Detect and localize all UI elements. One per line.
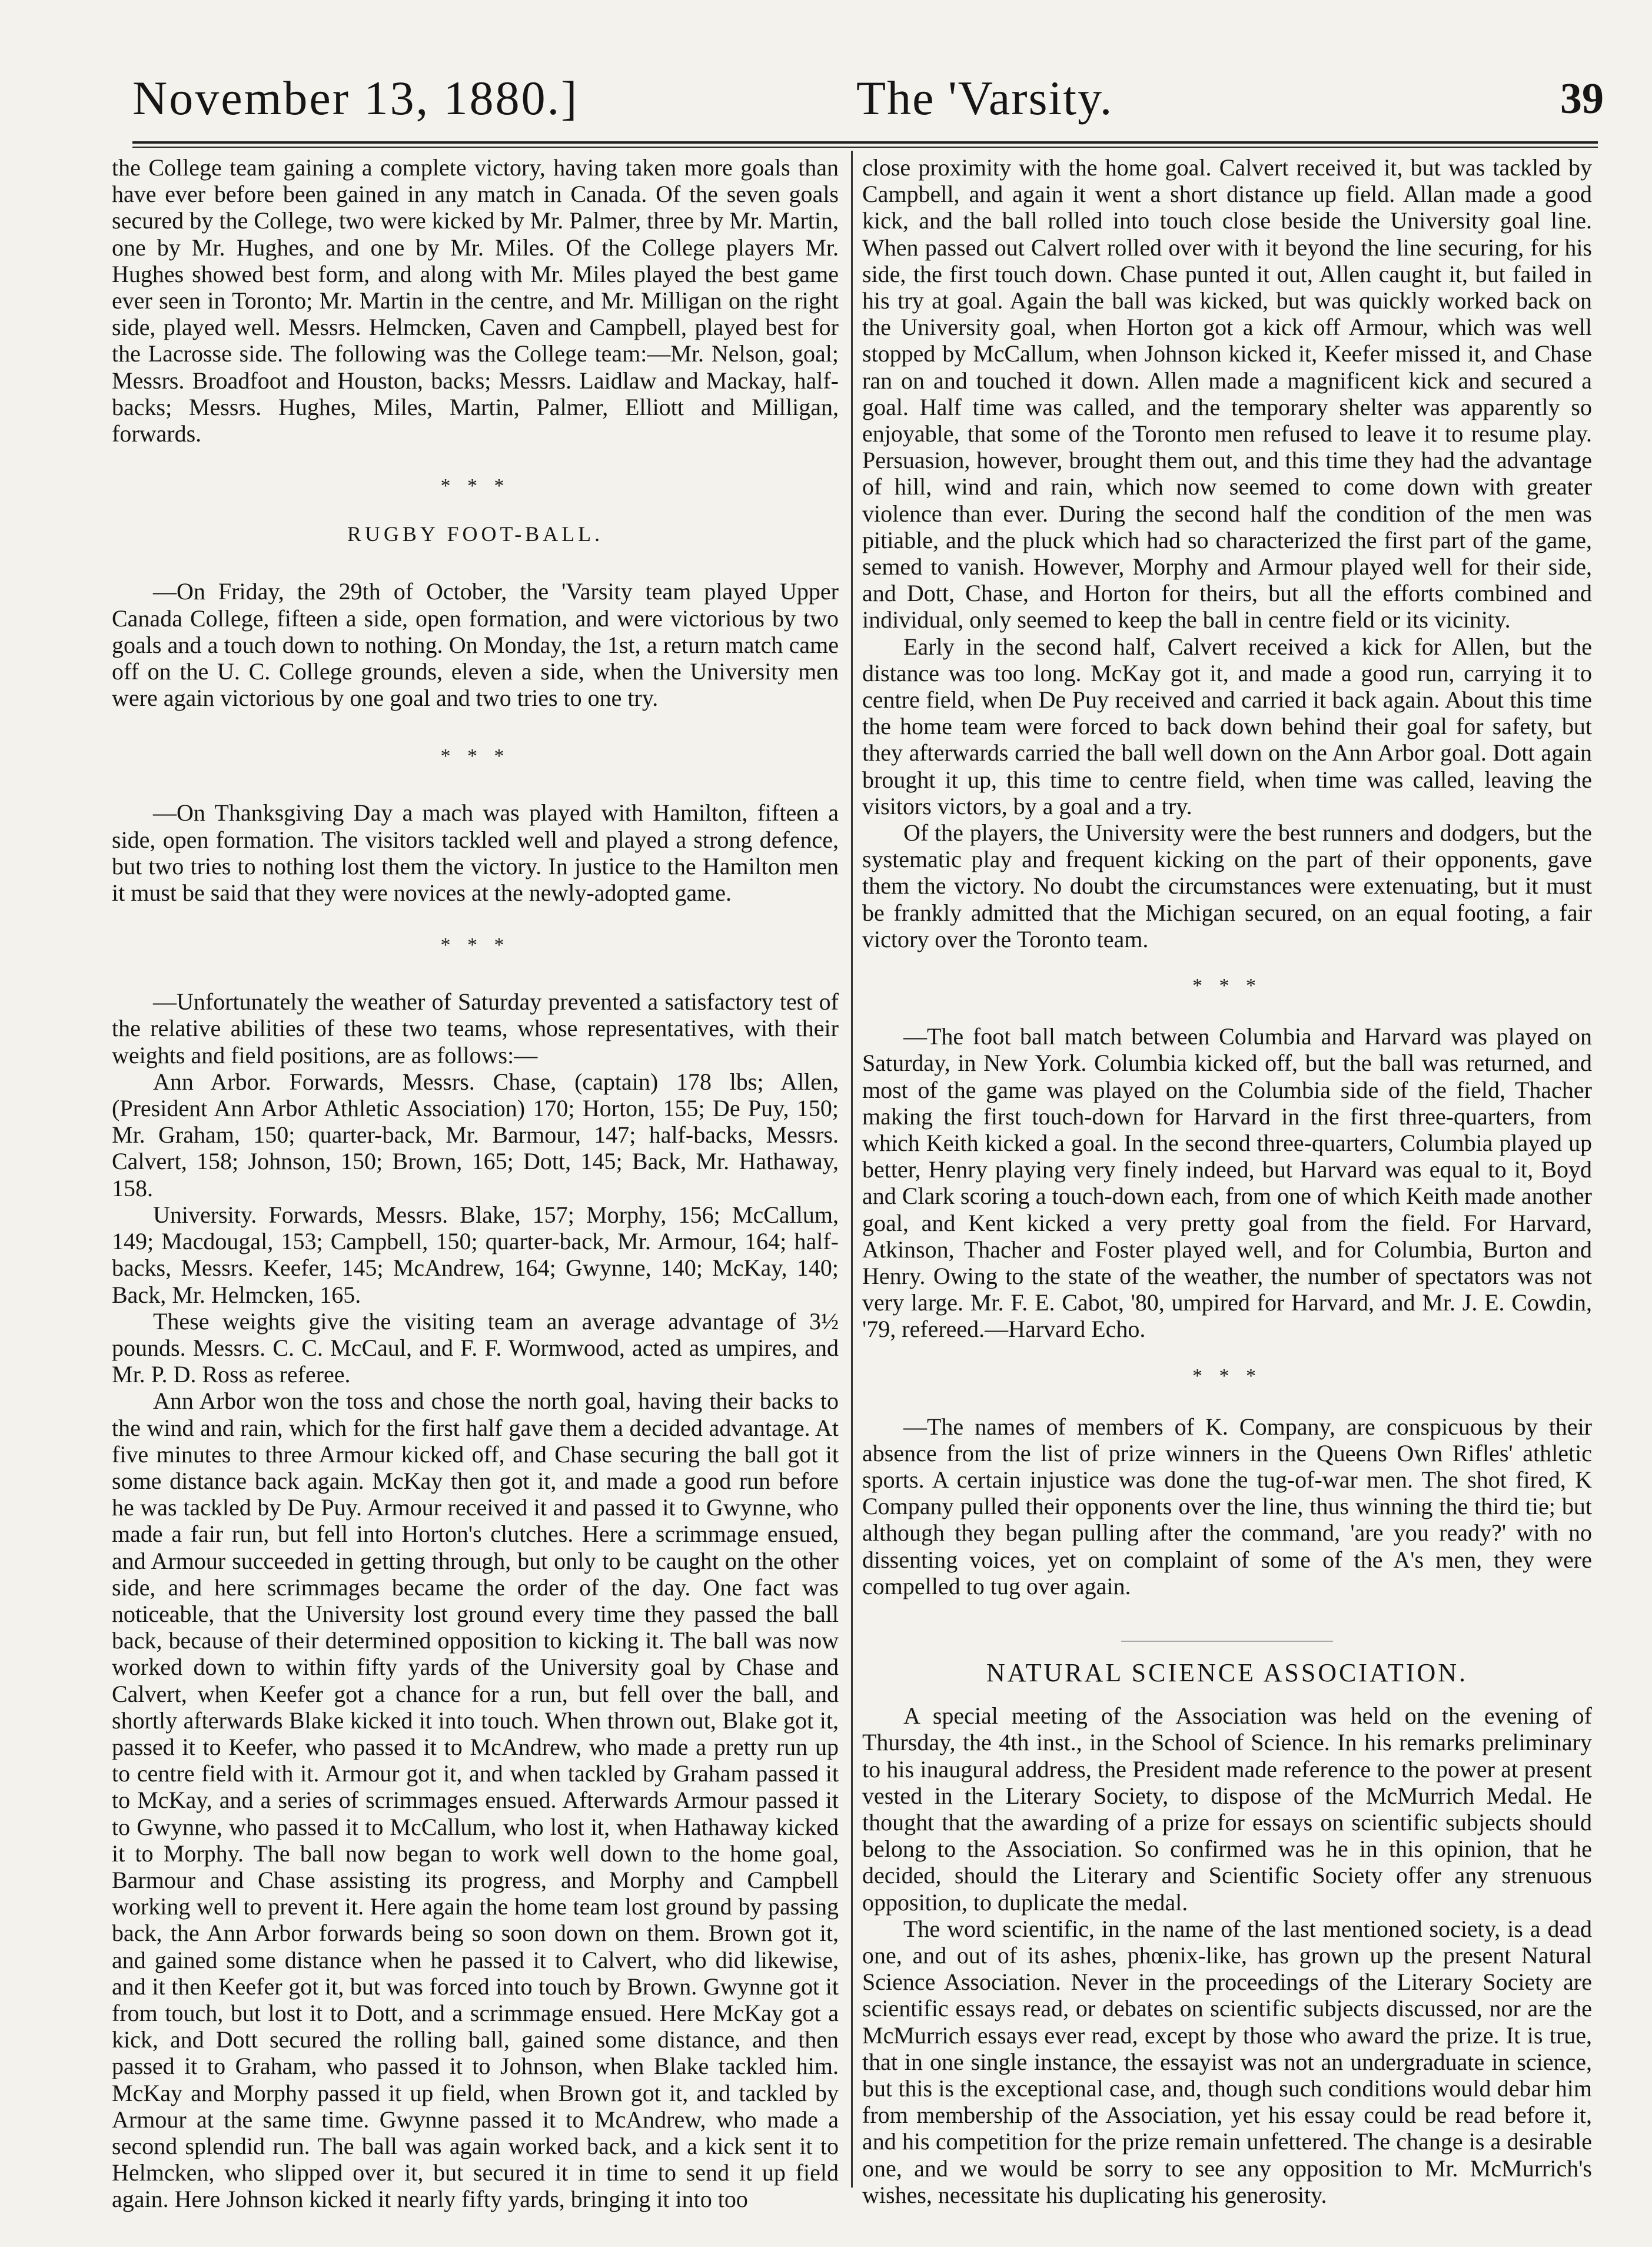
nsa-heading: NATURAL SCIENCE ASSOCIATION. [986,1658,1468,1687]
publication-title: The 'Varsity. [856,71,1113,125]
left-column [112,154,839,2213]
page-number: 39 [1560,75,1604,123]
ornament-text: * * * [440,745,510,768]
rugby-heading: RUGBY FOOT-BALL. [347,522,604,546]
section-ornament [112,447,839,517]
column-divider [851,151,853,2188]
header-rule [132,141,1598,148]
ornament-text: * * * [1192,975,1262,997]
issue-date: November 13, 1880.] [132,71,579,125]
players-paragraph: Of the players, the University were the best runners and dodgers, but the systematic play and frequent kicking on the part of their opponents, gave them the victory. No doubt the circumstances were extenuating, but it must be frankly admitted that the Michigan secured, on an equal footing, a fair victory over the Toronto team. [862,819,1592,952]
match-report-paragraph: Ann Arbor won the toss and chose the north goal, having their backs to the wind and rain, which for the first half gave them a decided advantage. At five minutes to three Armour kicked off, and Chase securing the ball got it some distance back again. McKay then got it, and made a good run before he was tackled by De Puy. Armour received it and passed it to Gwynne, who made a fair run, but fell into Horton's clutches. Here a scrimmage ensued, and Armour succeeded in getting through, but only to be caught on the other side, and here scrimmages became the order of the day. One fact was noticeable, that the University lost ground every time they passed the ball back, because of their determined opposition to kicking it. The ball was now worked down to within fifty yards of the University goal by Chase and Calvert, when Keefer got a chance for a run, but fell over the ball, and shortly afterwards Blake kicked it into touch. When thrown out, Blake got it, passed it to Keefer, who passed it to McAndrew, who made a pretty run up to centre field with it. Armour got it, and when tackled by Graham passed it to McKay, and a series of scrimmages ensued. Afterwards Armour passed it to Gwynne, who passed it to McCallum, who lost it, when Hathaway kicked it to Morphy. The ball now began to work well down to the home goal, Barmour and Chase assisting its progress, and Morphy and Campbell working well to prevent it. Here again the home team lost ground by passing back, the Ann Arbor forwards being so soon down on them. Brown got it, and gained some distance when he passed it to Calvert, who did likewise, and it then Keefer got it, but was forced into touch by Brown. Gwynne got it from touch, but lost it to Dott, and a scrimmage ensued. Here McKay got a kick, and Dott secured the rolling ball, gained some distance, and then passed it to Graham, who passed it to Johnson, when Blake tackled him. McKay and Morphy passed it up field, when Brown got it, and tackled by Armour at the same time. Gwynne passed it to McAndrew, who made a second splendid run. The ball was again worked back, and a kick sent it to Helmcken, who slipped over it, but secured it in time to send it up field again. Here Johnson kicked it nearly fifty yards, bringing it into too [112,1388,839,2213]
section-ornament [862,1343,1592,1413]
rugby-paragraph: —On Friday, the 29th of October, the 'Varsity team played Upper Canada College, fifteen a side, open formation, and were victorious by two goals and a touch down to nothing. On Monday, the 1st, a return match came off on the U. C. College grounds, eleven a side, when the University men were again victorious by one goal and two tries to one try. [112,578,839,712]
match-continued-paragraph: close proximity with the home goal. Calvert received it, but was tackled by Campbell, and again it went a short distance up field. Allan made a good kick, and the ball rolled into touch close beside the University goal line. When passed out Calvert rolled over with it beyond the line securing, for his side, the first touch down. Chase punted it out, Allen caught it, but failed in his try at goal. Again the ball was kicked, but was quickly worked back on the University goal, when Horton got a kick off Armour, which was well stopped by McCallum, when Johnson kicked it, Keefer missed it, and Chase ran on and touched it down. Allen made a magnificent kick and secured a goal. Half time was called, and the temporary shelter was apparently so enjoyable, that some of the Toronto men refused to leave it to resume play. Persuasion, however, brought them out, and this time they had the advantage of hill, wind and rain, which now seemed to come down with greater violence than ever. During the second half the condition of the men was pitiable, and the pluck which had so characterized the first part of the game, semed to vanish. However, Morphy and Armour played well for their side, and Dott, Chase, and Horton for theirs, but all the efforts combined and individual, only seemed to keep the ball in centre field or its vicinity. [862,154,1592,633]
ann-arbor-team: Ann Arbor. Forwards, Messrs. Chase, (captain) 178 lbs; Allen, (President Ann Arbor Athletic Association) 170; Horton, 155; De Puy, 150; Mr. Graham, 150; quarter-back, Mr. Barmour, 147; half-backs, Messrs. Calvert, 158; Johnson, 150; Brown, 165; Dott, 145; Back, Mr. Hathaway, 158. [112,1068,839,1202]
section-ornament [862,952,1592,1023]
section-rule [1121,1641,1333,1642]
spacer [862,1599,1592,1641]
college-match-paragraph: the College team gaining a complete victory, having taken more goals than have ever before been gained in any match in Canada. Of the seven goals secured by the College, two were kicked by Mr. Palmer, three by Mr. Martin, one by Mr. Hughes, and one by Mr. Miles. Of the College players Mr. Hughes showed best form, and along with Mr. Miles played the best game ever seen in Toronto; Mr. Martin in the centre, and Mr. Milligan on the right side, played well. Messrs. Helmcken, Caven and Campbell, played best for the Lacrosse side. The following was the College team:—Mr. Nelson, goal; Messrs. Broadfoot and Houston, backs; Messrs. Laidlaw and Mackay, half-backs; Messrs. Hughes, Miles, Martin, Palmer, Elliott and Milligan, forwards. [112,154,839,447]
ornament-text: * * * [440,475,510,497]
section-ornament [112,711,839,799]
columbia-harvard-paragraph: —The foot ball match between Columbia and Harvard was played on Saturday, in New York. Columbia kicked off, but the ball was returned, and most of the game was played on the Columbia side of the field, Thacher making the first touch-down for Harvard in the first three-quarters, from which Keith kicked a goal. In the second three-quarters, Columbia played up better, Henry playing very finely indeed, but Harvard was equal to it, Boyd and Clark scoring a touch-down each, from one of which Keith made another goal, and Kent kicked a very pretty goal from the field. For Harvard, Atkinson, Thacher and Foster played well, and for Columbia, Burton and Henry. Owing to the state of the weather, the number of spectators was not very large. Mr. F. E. Cabot, '80, umpired for Harvard, and Mr. J. E. Cowdin, '79, refereed.—Harvard Echo. [862,1023,1592,1343]
page-header [132,59,1604,130]
weights-paragraph: These weights give the visiting team an average advantage of 3½ pounds. Messrs. C. C. McCaul, and F. F. Wormwood, acted as umpires, and Mr. P. D. Ross as referee. [112,1307,839,1388]
university-team: University. Forwards, Messrs. Blake, 157; Morphy, 156; McCallum, 149; Macdougal, 153; Campbell, 150; quarter-back, Mr. Armour, 164; half-backs, Messrs. Keefer, 145; McAndrew, 164; Gwynne, 140; McKay, 140; Back, Mr. Helmcken, 165. [112,1201,839,1308]
second-half-paragraph: Early in the second half, Calvert received a kick for Allen, but the distance was too long. McKay got it, and made a good run, carrying it to centre field, when De Puy received and carried it back again. About this time the home team were forced to back down behind their goal for safety, but they afterwards carried the ball well down on the Ann Arbor goal. Dott again brought it up, this time to centre field, when time was called, leaving the visitors victors, by a goal and a try. [862,633,1592,819]
nsa-paragraph-1: A special meeting of the Association was held on the evening of Thursday, the 4th inst., in the School of Science. In his remarks preliminary to his inaugural address, the President made reference to the power at present vested in the Literary Society, to dispose of the McMurrich Medal. He thought that the awarding of a prize for essays on scientific subjects should belong to the Association. So confirmed was he in this opinion, that he decided, should the Literary and Scientific Society offer any strenuous opposition, to duplicate the medal. [862,1702,1592,1916]
ornament-text: * * * [440,934,510,957]
weather-paragraph: —Unfortunately the weather of Saturday prevented a satisfactory test of the relative abilities of these two teams, whose representatives, with their weights and field positions, are as follows:— [112,988,839,1068]
section-ornament [112,906,839,988]
nsa-paragraph-2: The word scientific, in the name of the last mentioned society, is a dead one, and out of its ashes, phœnix-like, has grown up the present Natural Science Association. Never in the proceedings of the Literary Society are scientific essays read, or debates on scientific subjects discussed, nor are the McMurrich essays ever read, except by those who award the prize. It is true, that in one single instance, the essayist was not an undergraduate in science, but this is the exceptional case, and, though such conditions would debar him from membership of the Association, yet his essay could be read before it, and his competition for the prize remain unfettered. The change is a desirable one, and we would be sorry to see any opposition to Mr. McMurrich's wishes, necessitate his duplicating his generosity. [862,1915,1592,2208]
ornament-text: * * * [1192,1365,1262,1387]
thanksgiving-paragraph: —On Thanksgiving Day a mach was played with Hamilton, fifteen a side, open formation. The visitors tackled well and played a strong defence, but two tries to nothing lost them the victory. In justice to the Hamilton men it must be said that they were novices at the newly-adopted game. [112,799,839,907]
k-company-paragraph: —The names of members of K. Company, are conspicuous by their absence from the list of prize winners in the Queens Own Rifles' athletic sports. A certain injustice was done the tug-of-war men. The shot fired, K Company pulled their opponents over the line, thus winning the third tie; but although they began pulling after the command, 'are you ready?' with no dissenting voices, yet on complaint of some of the A's men, they were compelled to tug over again. [862,1413,1592,1599]
right-column [862,154,1592,2208]
